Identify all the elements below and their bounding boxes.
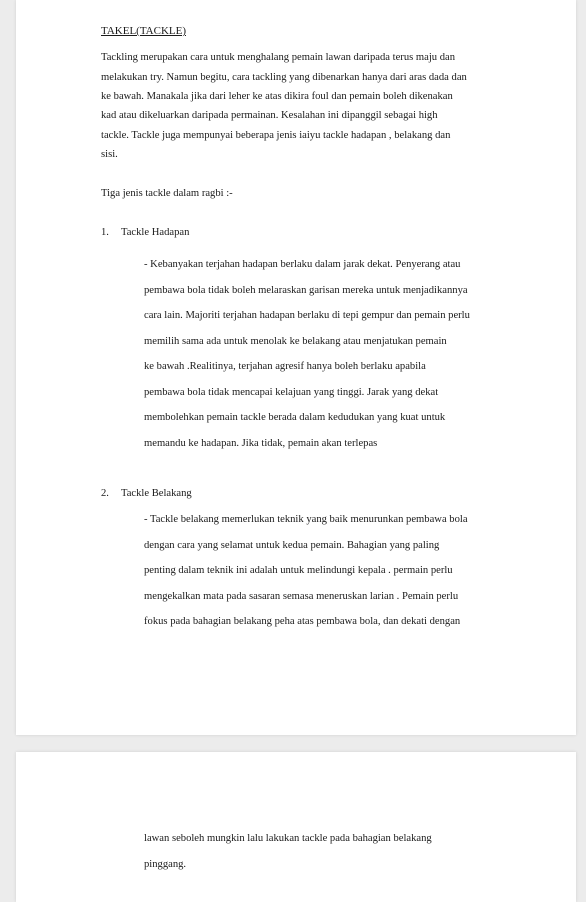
section-title-tackle-hadapan: Tackle Hadapan xyxy=(121,227,190,238)
section-1-line: pembawa bola tidak boleh melaraskan garisan mereka untuk menjadikannya xyxy=(144,285,468,296)
section-2-line: dengan cara yang selamat untuk kedua pemain. Bahagian yang paling xyxy=(144,540,440,551)
intro-line: sisi. xyxy=(101,149,118,160)
types-heading: Tiga jenis tackle dalam ragbi :- xyxy=(101,188,233,199)
section-1-line: - Kebanyakan terjahan hadapan berlaku dalam jarak dekat. Penyerang atau xyxy=(144,259,461,270)
section-2-line: mengekalkan mata pada sasaran semasa meneruskan larian . Pemain perlu xyxy=(144,591,459,602)
section-1-line: ke bawah .Realitinya, terjahan agresif hanya boleh berlaku apabila xyxy=(144,361,426,372)
intro-line: melakukan try. Namun begitu, cara tackling yang dibenarkan hanya dari aras dada dan xyxy=(101,72,467,83)
section-title-tackle-belakang: Tackle Belakang xyxy=(121,488,192,499)
intro-line: ke bawah. Manakala jika dari leher ke atas dikira foul dan pemain boleh dikenakan xyxy=(101,91,453,102)
intro-line: tackle. Tackle juga mempunyai beberapa jenis iaiyu tackle hadapan , belakang dan xyxy=(101,130,451,141)
section-2-continued-line: pinggang. xyxy=(144,859,187,870)
section-1-line: memilih sama ada untuk menolak ke belakang atau menjatukan pemain xyxy=(144,336,447,347)
section-1-line: memandu ke hadapan. Jika tidak, pemain akan terlepas xyxy=(144,438,378,449)
section-2-line: - Tackle belakang memerlukan teknik yang baik menurunkan pembawa bola xyxy=(144,514,468,525)
section-2-line: fokus pada bahagian belakang peha atas pembawa bola, dan dekati dengan xyxy=(144,616,461,627)
section-1-line: pembawa bola tidak mencapai kelajuan yang tinggi. Jarak yang dekat xyxy=(144,387,439,398)
intro-line: Tackling merupakan cara untuk menghalang pemain lawan daripada terus maju dan xyxy=(101,52,456,63)
document-heading: TAKEL(TACKLE) xyxy=(101,25,186,37)
document-page-2 xyxy=(16,752,576,902)
section-1-line: membolehkan pemain tackle berada dalam kedudukan yang kuat untuk xyxy=(144,412,446,423)
section-number: 2. xyxy=(101,488,109,499)
section-2-continued-line: lawan seboleh mungkin lalu lakukan tackle pada bahagian belakang xyxy=(144,833,432,844)
document-page-1 xyxy=(16,0,576,735)
intro-line: kad atau dikeluarkan daripada permainan. Kesalahan ini dipanggil sebagai high xyxy=(101,110,438,121)
section-2-line: penting dalam teknik ini adalah untuk melindungi kepala . permain perlu xyxy=(144,565,453,576)
section-1-line: cara lain. Majoriti terjahan hadapan berlaku di tepi gempur dan pemain perlu xyxy=(144,310,470,321)
section-number: 1. xyxy=(101,227,109,238)
